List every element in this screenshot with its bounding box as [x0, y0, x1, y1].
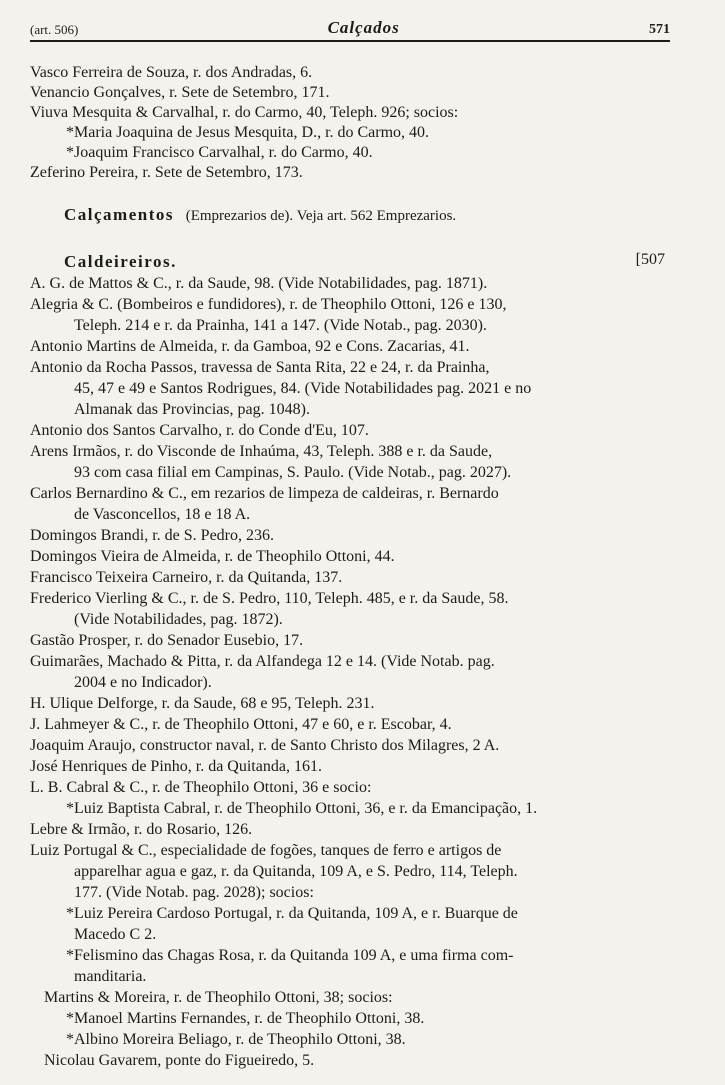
entry-line: 93 com casa filial em Campinas, S. Paulo. (Vide Notab., pag. 2027).: [74, 464, 512, 481]
page-number: 571: [648, 22, 670, 37]
entry-line: Lebre & Irmão, r. do Rosario, 126.: [30, 821, 253, 838]
entry-line: Antonio Martins de Almeida, r. da Gamboa, 92 e Cons. Zacarias, 41.: [30, 338, 470, 355]
entry-line: *Felismino das Chagas Rosa, r. da Quitanda 109 A, e uma firma com-: [66, 947, 514, 964]
entry-line: Antonio dos Santos Carvalho, r. do Conde d'Eu, 107.: [30, 422, 369, 439]
entry-line: de Vasconcellos, 18 e 18 A.: [74, 506, 251, 523]
section-title: Caldeireiros.: [64, 252, 177, 271]
entry-line: 2004 e no Indicador).: [74, 674, 212, 691]
entry-line: Luiz Portugal & C., especialidade de fogões, tanques de ferro e artigos de: [30, 842, 502, 859]
entry-line: Almanak das Provincias, pag. 1048).: [74, 401, 310, 418]
entry-line: Teleph. 214 e r. da Prainha, 141 a 147. (Vide Notab., pag. 2030).: [74, 317, 487, 334]
entry-line: Antonio da Rocha Passos, travessa de Santa Rita, 22 e 24, r. da Prainha,: [30, 359, 490, 376]
entry-line: Guimarães, Machado & Pitta, r. da Alfandega 12 e 14. (Vide Notab. pag.: [30, 653, 495, 670]
entry-line: H. Ulique Delforge, r. da Saude, 68 e 95, Teleph. 231.: [30, 695, 375, 712]
entry-line: Viuva Mesquita & Carvalhal, r. do Carmo, 40, Teleph. 926; socios:: [30, 104, 459, 121]
entry-line: Macedo C 2.: [74, 926, 157, 943]
entry-line: Nicolau Gavarem, ponte do Figueiredo, 5.: [44, 1052, 315, 1069]
entry-line: *Luiz Pereira Cardoso Portugal, r. da Quitanda, 109 A, e r. Buarque de: [66, 905, 518, 922]
entry-line: Gastão Prosper, r. do Senador Eusebio, 17.: [30, 632, 304, 649]
entry-line: Francisco Teixeira Carneiro, r. da Quitanda, 137.: [30, 569, 343, 586]
entry-line: Joaquim Araujo, constructor naval, r. de Santo Christo dos Milagres, 2 A.: [30, 737, 500, 754]
section-note: (Emprezarios de). Veja art. 562 Emprezarios.: [185, 208, 457, 224]
section-title: Calçamentos: [64, 205, 174, 224]
entry-line: Arens Irmãos, r. do Visconde de Inhaúma, 43, Teleph. 388 e r. da Saude,: [30, 443, 493, 460]
article-reference: (art. 506): [30, 22, 79, 37]
entry-line: *Luiz Baptista Cabral, r. de Theophilo Ottoni, 36, e r. da Emancipação, 1.: [66, 800, 538, 817]
section-calcamentos: [64, 204, 456, 227]
entry-line: Carlos Bernardino & C., em rezarios de limpeza de caldeiras, r. Bernardo: [30, 485, 499, 502]
entry-line: (Vide Notabilidades, pag. 1872).: [74, 611, 283, 628]
entry-line: Martins & Moreira, r. de Theophilo Ottoni, 38; socios:: [44, 989, 393, 1006]
entry-line: Frederico Vierling & C., r. de S. Pedro, 110, Teleph. 485, e r. da Saude, 58.: [30, 590, 509, 607]
entry-line: *Maria Joaquina de Jesus Mesquita, D., r. do Carmo, 40.: [66, 124, 430, 141]
entry-line: apparelhar agua e gaz, r. da Quitanda, 109 A, e S. Pedro, 114, Teleph.: [74, 863, 518, 880]
entry-line: 45, 47 e 49 e Santos Rodrigues, 84. (Vide Notabilidades pag. 2021 e no: [74, 380, 532, 397]
article-number: [507: [635, 251, 665, 268]
entry-line: José Henriques de Pinho, r. da Quitanda, 161.: [30, 758, 322, 775]
entry-line: Venancio Gonçalves, r. Sete de Setembro, 171.: [30, 84, 330, 101]
entry-line: Domingos Brandi, r. de S. Pedro, 236.: [30, 527, 274, 544]
entry-line: L. B. Cabral & C., r. de Theophilo Ottoni, 36 e socio:: [30, 779, 372, 796]
entry-line: Domingos Vieira de Almeida, r. de Theophilo Ottoni, 44.: [30, 548, 395, 565]
entry-line: *Albino Moreira Beliago, r. de Theophilo Ottoni, 38.: [66, 1031, 406, 1048]
entry-line: Zeferino Pereira, r. Sete de Setembro, 173.: [30, 164, 303, 181]
entry-line: *Manoel Martins Fernandes, r. de Theophilo Ottoni, 38.: [66, 1010, 425, 1027]
entry-line: Vasco Ferreira de Souza, r. dos Andradas, 6.: [30, 64, 313, 81]
entry-line: *Joaquim Francisco Carvalhal, r. do Carmo, 40.: [66, 144, 373, 161]
entry-line: A. G. de Mattos & C., r. da Saude, 98. (Vide Notabilidades, pag. 1871).: [30, 275, 488, 292]
entry-line: J. Lahmeyer & C., r. de Theophilo Ottoni, 47 e 60, e r. Escobar, 4.: [30, 716, 452, 733]
entry-line: 177. (Vide Notab. pag. 2028); socios:: [74, 884, 314, 901]
entry-line: Alegria & C. (Bombeiros e fundidores), r. de Theophilo Ottoni, 126 e 130,: [30, 296, 507, 313]
entry-line: manditaria.: [74, 968, 147, 985]
page-header: [30, 18, 670, 42]
section-caldeireiros: [64, 251, 185, 274]
page-title: Calçados: [327, 18, 400, 37]
